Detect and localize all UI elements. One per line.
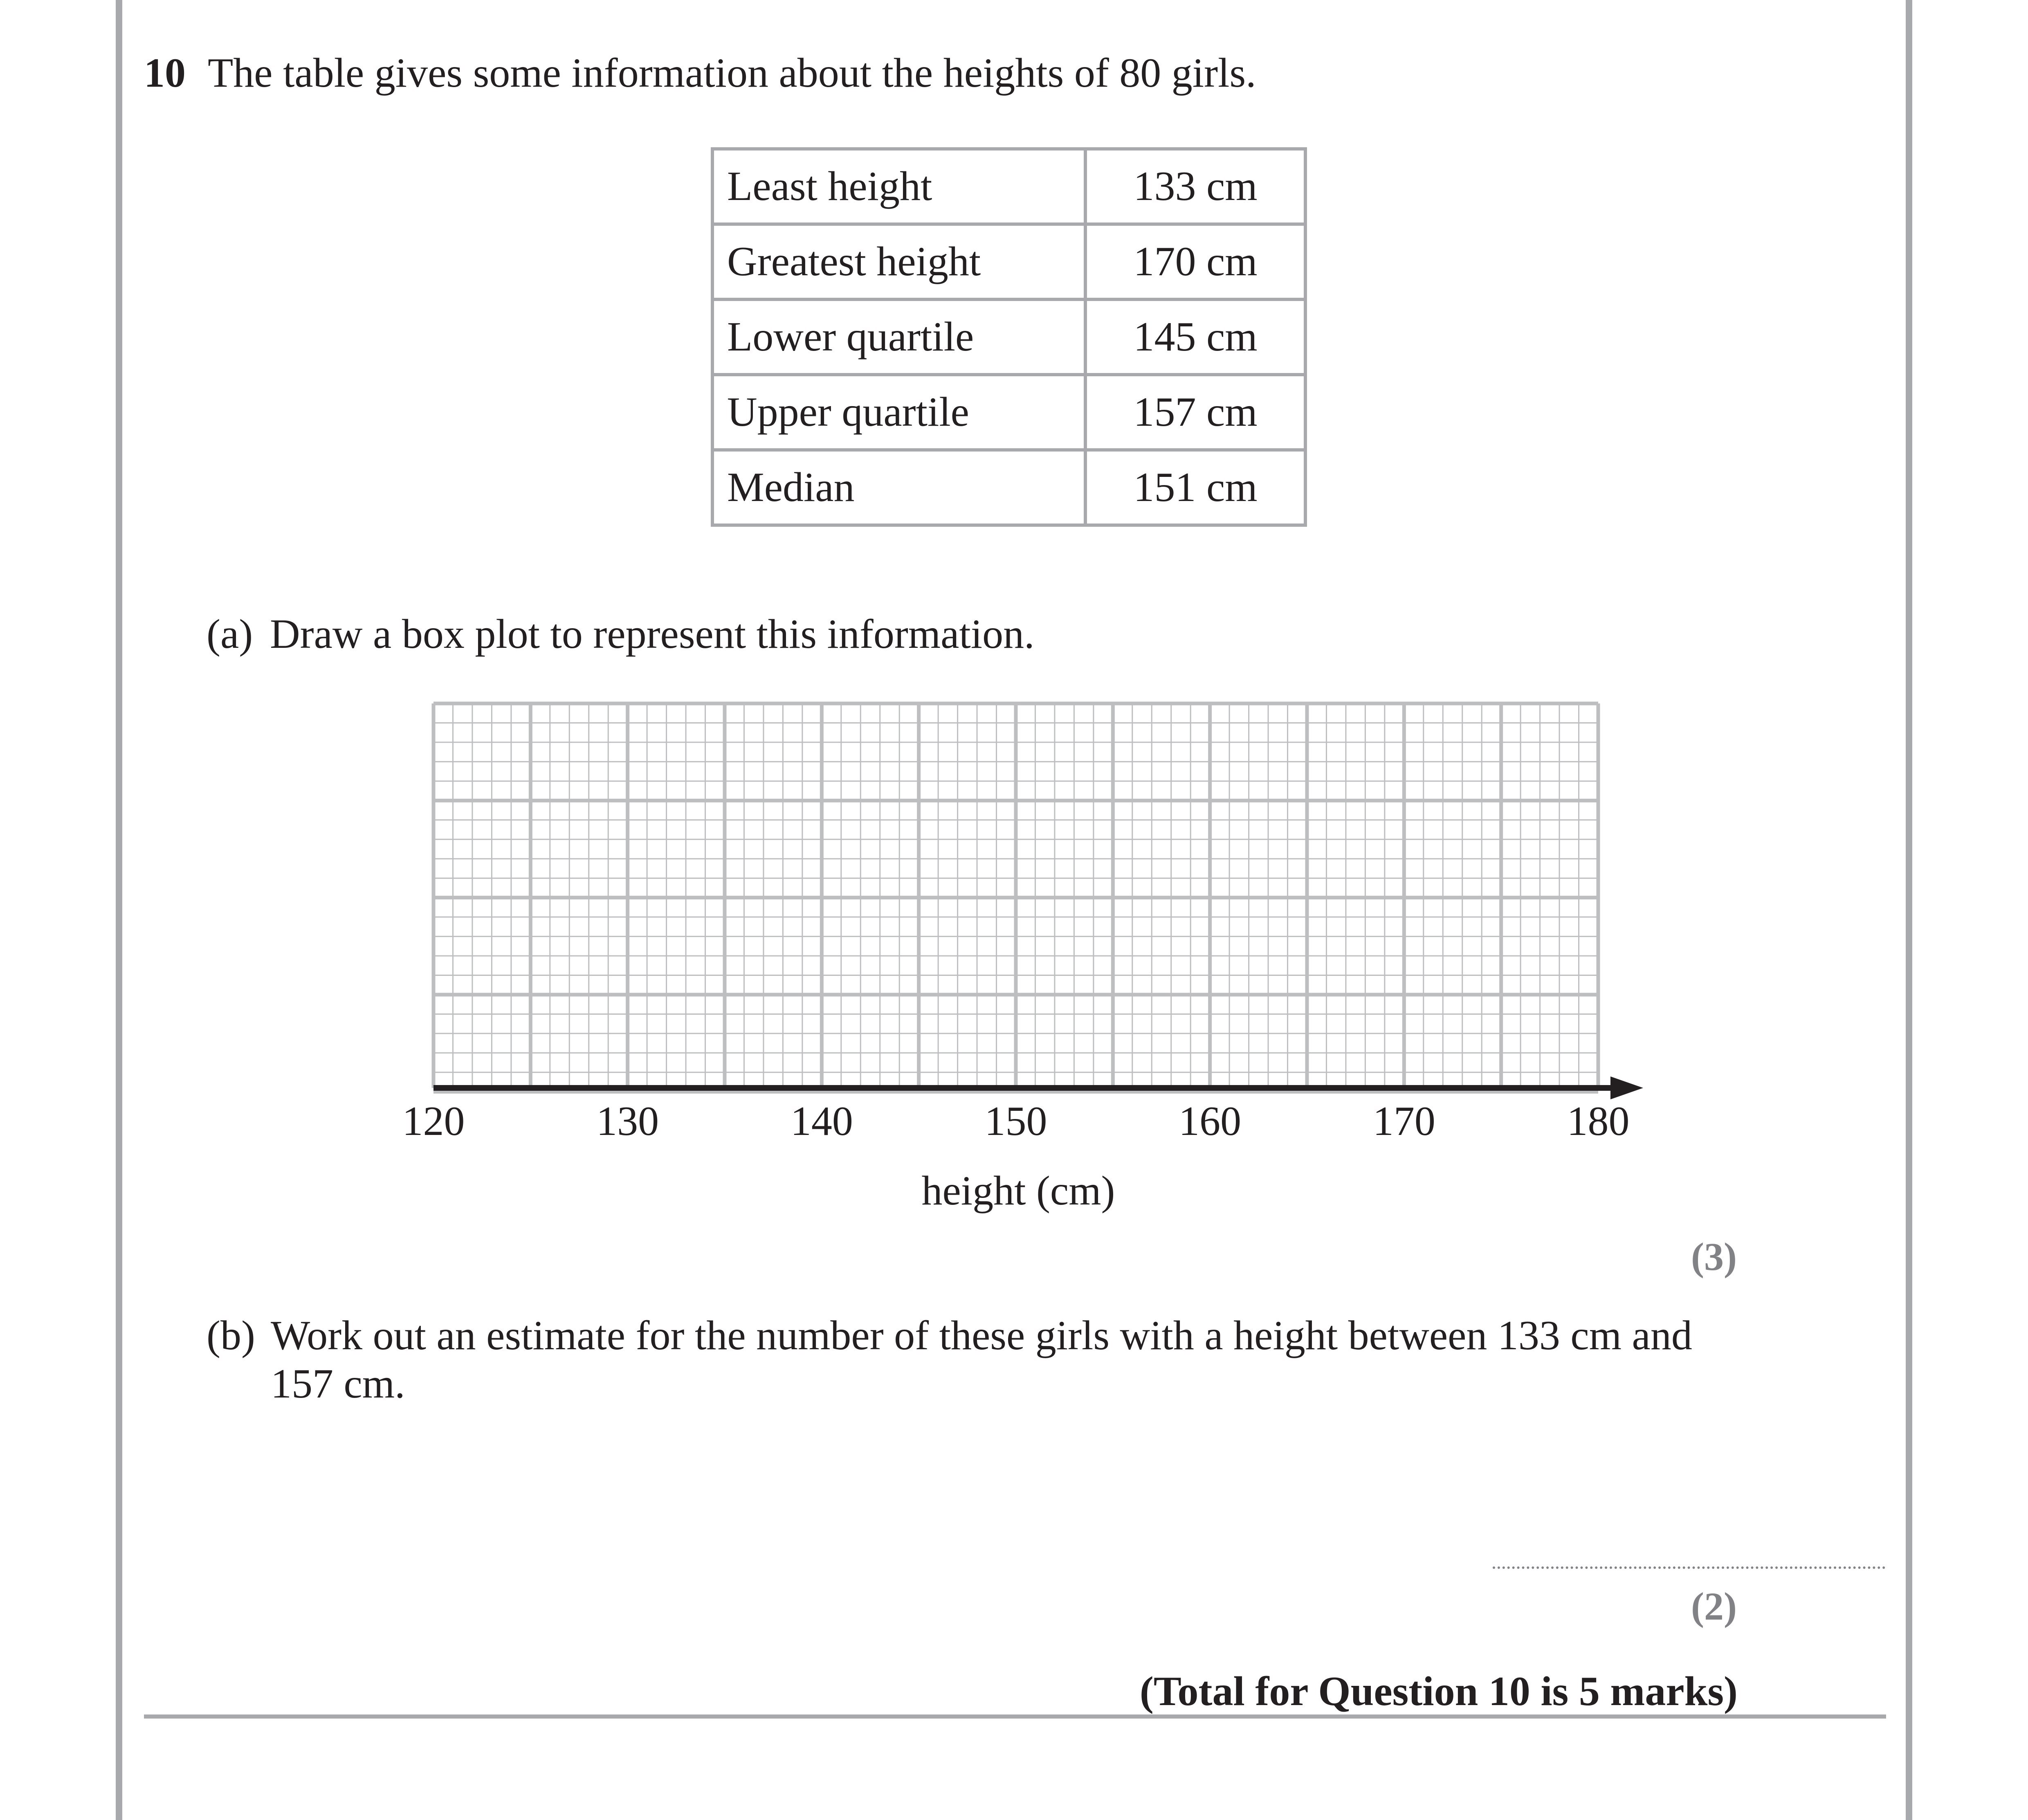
x-axis-label: height (cm): [921, 1168, 1115, 1214]
x-tick-label: 180: [1567, 1098, 1630, 1144]
table-row: [712, 149, 1305, 224]
x-tick-label: 140: [790, 1098, 853, 1144]
table-cell-label: Upper quartile: [712, 375, 1085, 450]
part-b-text-line2: 157 cm.: [271, 1361, 405, 1407]
part-b-label: (b): [207, 1312, 255, 1359]
x-axis-arrow: [1610, 1076, 1643, 1099]
x-tick-label: 150: [984, 1098, 1047, 1144]
x-tick-label: 170: [1372, 1098, 1435, 1144]
x-axis-tick-labels: [402, 1098, 1630, 1144]
heights-table: [711, 147, 1307, 527]
table-row: [712, 299, 1305, 375]
x-tick-label: 120: [402, 1098, 465, 1144]
part-a-text: Draw a box plot to represent this information.: [270, 611, 1035, 657]
table-cell-value: 151 cm: [1085, 450, 1305, 525]
answer-line[interactable]: [1493, 1566, 1885, 1569]
question-text: The table gives some information about the heights of 80 girls.: [208, 50, 1256, 96]
question-number: 10: [144, 50, 186, 96]
table-cell-value: 133 cm: [1085, 149, 1305, 224]
table-cell-value: 170 cm: [1085, 224, 1305, 299]
box-plot-grid[interactable]: [0, 695, 2028, 1235]
part-b-text-line1: Work out an estimate for the number of these girls with a height between 133 cm and: [271, 1312, 1692, 1359]
table-cell-label: Least height: [712, 149, 1085, 224]
question-total: (Total for Question 10 is 5 marks): [1139, 1668, 1738, 1714]
table-cell-value: 145 cm: [1085, 299, 1305, 375]
table-row: [712, 224, 1305, 299]
part-a-label: (a): [207, 611, 253, 657]
grid-lines: [433, 703, 1598, 1092]
table-cell-label: Median: [712, 450, 1085, 525]
question-end-rule: [144, 1714, 1886, 1719]
table-cell-label: Greatest height: [712, 224, 1085, 299]
part-b-marks: (2): [1691, 1584, 1737, 1628]
table-row: [712, 450, 1305, 525]
part-a-marks: (3): [1691, 1235, 1737, 1278]
table-cell-value: 157 cm: [1085, 375, 1305, 450]
x-tick-label: 130: [596, 1098, 659, 1144]
x-tick-label: 160: [1179, 1098, 1242, 1144]
table-row: [712, 375, 1305, 450]
table-cell-label: Lower quartile: [712, 299, 1085, 375]
